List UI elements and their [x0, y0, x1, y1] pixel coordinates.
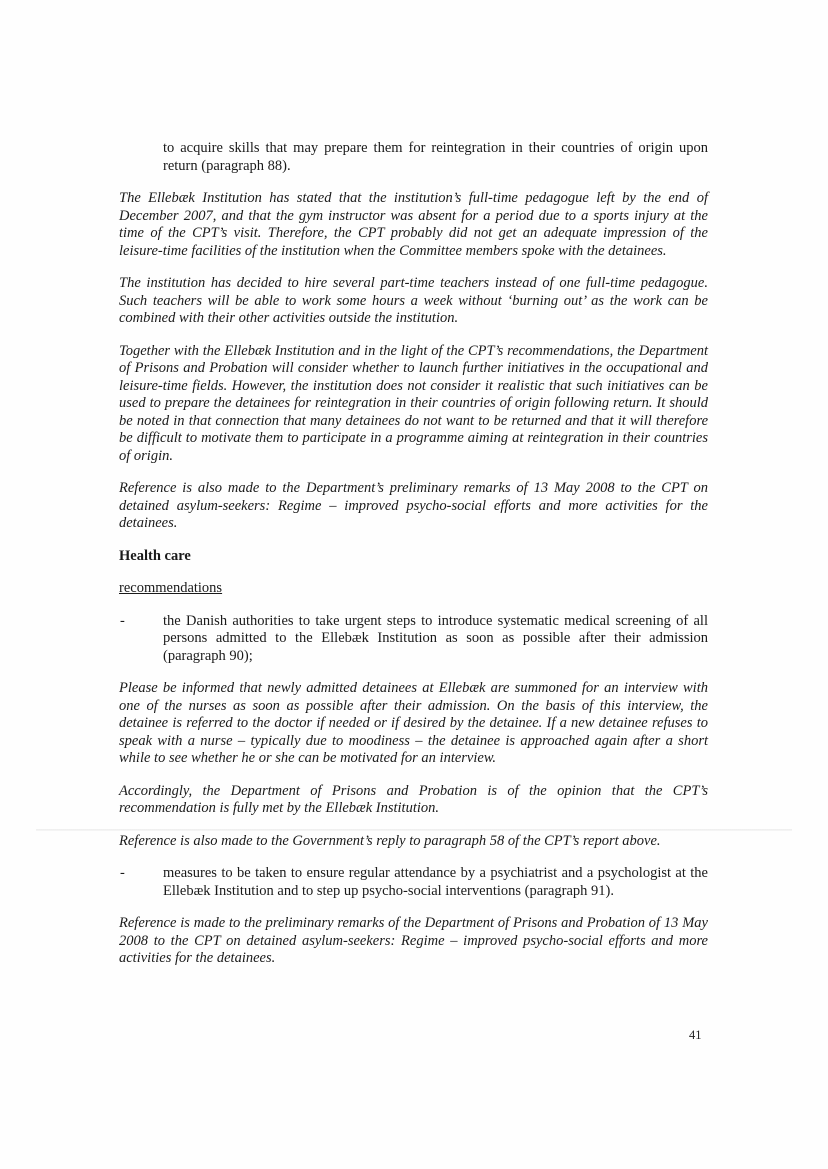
bullet-item-text: to acquire skills that may prepare them for reintegration in their countries of origin upon return (paragraph 88). — [163, 140, 708, 174]
bullet-dash: - — [120, 612, 125, 629]
reply-paragraph-ellebaek-pedagogue: The Ellebæk Institution has stated that the institution’s full-time pedagogue left by the end of December 2007, and that the gym instructor was absent for a period due to a sports injury at the time of the CPT’s visit. Therefore, the CPT probably did not get an adequate impression of the leisure-time facilities of the institution when the Committee members spoke with the detainees. — [119, 190, 708, 259]
bullet-item-text: measures to be taken to ensure regular attendance by a psychiatrist and a psychologist at the Ellebæk Institution and to step up psycho-social interventions (paragraph 91). — [163, 865, 708, 899]
reply-paragraph-accordingly: Accordingly, the Department of Prisons and Probation is of the opinion that the CPT’s recommendation is fully met by the Ellebæk Institution. — [119, 782, 708, 816]
bullet-item-paragraph-88 — [119, 140, 708, 175]
page-number: 41 — [689, 1028, 702, 1042]
reply-paragraph-reference-paragraph-58: Reference is also made to the Government’s reply to paragraph 58 of the CPT’s report above. — [119, 832, 661, 849]
reply-paragraph-reference-preliminary-remarks: Reference is also made to the Department’s preliminary remarks of 13 May 2008 to the CPT on detained asylum-seekers: Regime – improved psycho-social efforts and more activities for the detainees. — [119, 480, 708, 531]
bullet-dash: - — [120, 865, 125, 881]
bullet-item-paragraph-90 — [119, 613, 708, 666]
subheading-recommendations: recommendations — [119, 580, 223, 596]
reply-paragraph-reference-13-may-2008: Reference is made to the preliminary remarks of the Department of Prisons and Probation of 13 May 2008 to the CPT on detained asylum-seekers: Regime – improved psycho-social efforts and more activities for the detainees. — [119, 915, 708, 966]
bullet-item-text: the Danish authorities to take urgent steps to introduce systematic medical screening of all persons admitted to the Ellebæk Institution as soon as possible after their admission (paragraph 90); — [163, 612, 708, 664]
bullet-item-paragraph-91 — [119, 865, 708, 900]
section-heading-health-care: Health care — [119, 547, 191, 564]
reply-paragraph-medical-screening: Please be informed that newly admitted detainees at Ellebæk are summoned for an interview with one of the nurses as soon as possible after their admission. On the basis of this interview, the detainee is referred to the doctor if needed or if desired by the detainee. If a new detainee refuses to speak with a nurse – typically due to moodiness – the detainee is approached again after a short while to see whether he or she can be motivated for an interview. — [119, 680, 708, 766]
reply-paragraph-part-time-teachers: The institution has decided to hire several part-time teachers instead of one full-time pedagogue. Such teachers will be able to work some hours a week without ‘burning out’ as the work can be combined with their other activities outside the institution. — [119, 275, 708, 326]
reply-paragraph-further-initiatives: Together with the Ellebæk Institution and in the light of the CPT’s recommendations, the Department of Prisons and Probation will consider whether to launch further initiatives in the occupational and leisure-time fields. However, the institution does not consider it realistic that such initiatives can be used to prepare the detainees for reintegration in their countries of origin following return. It should be noted in that connection that many detainees do not want to be returned and that it will therefore be difficult to motivate them to participate in a programme aiming at reintegration in their countries of origin. — [119, 342, 708, 464]
scan-artifact-line — [36, 829, 792, 831]
page-body-text — [119, 140, 708, 983]
